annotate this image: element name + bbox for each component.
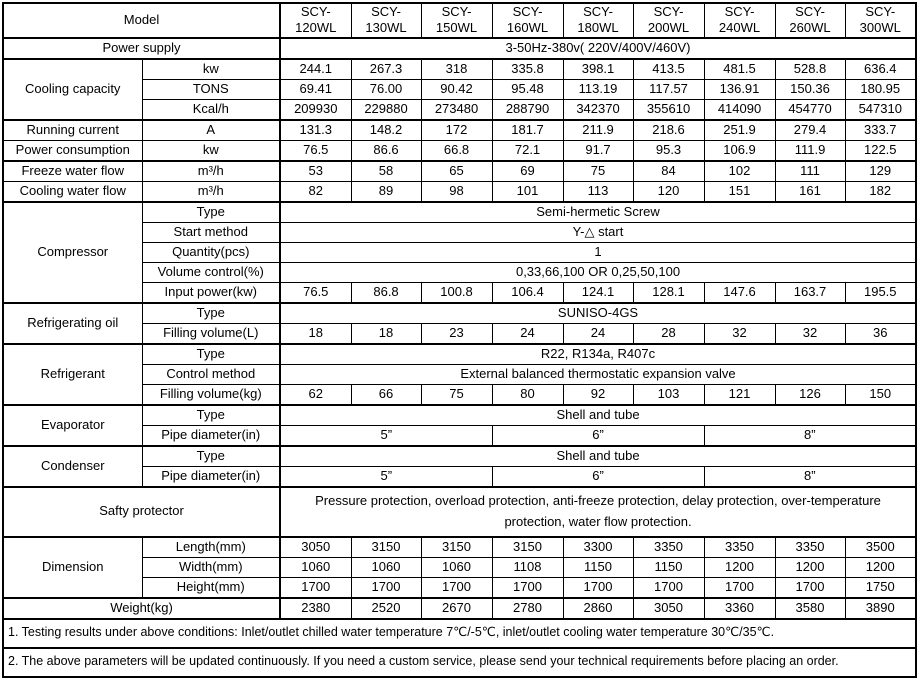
value-cell: 128.1: [633, 282, 704, 303]
value-span-cell: Pressure protection, overload protection, anti-freeze protection, delay protection, over-temperature protection, water flow protection.: [280, 487, 916, 537]
table-row: [3, 537, 916, 558]
table-row: [3, 303, 916, 324]
value-cell: 355610: [633, 99, 704, 120]
row-group-label: Condenser: [3, 446, 142, 487]
value-span-cell: 5”: [280, 466, 492, 487]
value-cell: 122.5: [845, 140, 916, 161]
value-cell: 90.42: [421, 79, 492, 99]
row-group-label: Cooling capacity: [3, 59, 142, 120]
value-cell: 3350: [775, 537, 845, 558]
value-cell: 24: [563, 323, 633, 344]
value-cell: 80: [492, 384, 563, 405]
value-cell: 413.5: [633, 59, 704, 80]
value-cell: 1060: [421, 557, 492, 577]
row-unit-label: Pipe diameter(in): [142, 466, 280, 487]
value-cell: 121: [704, 384, 775, 405]
value-cell: 251.9: [704, 120, 775, 141]
value-cell: 150: [845, 384, 916, 405]
value-cell: 182: [845, 181, 916, 202]
row-unit-label: Filling volume(L): [142, 323, 280, 344]
value-cell: 113: [563, 181, 633, 202]
value-span-cell: 5”: [280, 425, 492, 446]
row-group-label: Refrigerating oil: [3, 303, 142, 344]
row-unit-label: m³/h: [142, 161, 280, 182]
value-cell: 163.7: [775, 282, 845, 303]
value-cell: 72.1: [492, 140, 563, 161]
row-group-label: Power consumption: [3, 140, 142, 161]
value-cell: 1700: [492, 577, 563, 598]
value-cell: 244.1: [280, 59, 351, 80]
table-row: [3, 344, 916, 365]
value-cell: 58: [351, 161, 421, 182]
value-cell: 3300: [563, 537, 633, 558]
value-cell: 75: [421, 384, 492, 405]
value-span-cell: External balanced thermostatic expansion valve: [280, 364, 916, 384]
value-cell: 95.3: [633, 140, 704, 161]
value-cell: 82: [280, 181, 351, 202]
value-cell: 136.91: [704, 79, 775, 99]
row-unit-label: Type: [142, 405, 280, 426]
value-cell: 3150: [492, 537, 563, 558]
value-cell: 28: [633, 323, 704, 344]
row-group-label: Running current: [3, 120, 142, 141]
value-cell: 3890: [845, 598, 916, 619]
value-cell: 267.3: [351, 59, 421, 80]
row-unit-label: Type: [142, 446, 280, 467]
value-cell: 91.7: [563, 140, 633, 161]
value-cell: 172: [421, 120, 492, 141]
value-cell: 335.8: [492, 59, 563, 80]
value-span-cell: 1: [280, 242, 916, 262]
value-cell: 273480: [421, 99, 492, 120]
value-cell: 3350: [633, 537, 704, 558]
value-cell: 1060: [280, 557, 351, 577]
model-name: SCY-120WL: [280, 3, 351, 38]
row-unit-label: Type: [142, 202, 280, 223]
value-cell: 2520: [351, 598, 421, 619]
value-cell: 3150: [351, 537, 421, 558]
value-cell: 3500: [845, 537, 916, 558]
value-cell: 209930: [280, 99, 351, 120]
row-unit-label: Volume control(%): [142, 262, 280, 282]
table-row: [3, 405, 916, 426]
table-row: [3, 161, 916, 182]
value-cell: 3580: [775, 598, 845, 619]
model-name: SCY-240WL: [704, 3, 775, 38]
table-row: [3, 619, 916, 648]
table-row: [3, 648, 916, 677]
value-cell: 95.48: [492, 79, 563, 99]
model-name: SCY-130WL: [351, 3, 421, 38]
row-unit-label: TONS: [142, 79, 280, 99]
value-cell: 398.1: [563, 59, 633, 80]
value-cell: 1150: [633, 557, 704, 577]
value-cell: 211.9: [563, 120, 633, 141]
value-cell: 2670: [421, 598, 492, 619]
value-span-cell: 0,33,66,100 OR 0,25,50,100: [280, 262, 916, 282]
value-cell: 113.19: [563, 79, 633, 99]
row-group-label: Power supply: [3, 38, 280, 59]
value-cell: 101: [492, 181, 563, 202]
value-cell: 100.8: [421, 282, 492, 303]
value-cell: 342370: [563, 99, 633, 120]
value-cell: 18: [280, 323, 351, 344]
row-unit-label: Kcal/h: [142, 99, 280, 120]
row-unit-label: A: [142, 120, 280, 141]
spec-table-body: [3, 3, 916, 677]
value-cell: 148.2: [351, 120, 421, 141]
value-cell: 180.95: [845, 79, 916, 99]
row-unit-label: Type: [142, 344, 280, 365]
row-unit-label: Start method: [142, 222, 280, 242]
value-cell: 32: [775, 323, 845, 344]
value-cell: 98: [421, 181, 492, 202]
model-name: SCY-300WL: [845, 3, 916, 38]
value-cell: 481.5: [704, 59, 775, 80]
row-unit-label: Height(mm): [142, 577, 280, 598]
value-cell: 161: [775, 181, 845, 202]
value-cell: 1150: [563, 557, 633, 577]
value-cell: 84: [633, 161, 704, 182]
value-cell: 2380: [280, 598, 351, 619]
value-cell: 76.5: [280, 282, 351, 303]
value-cell: 528.8: [775, 59, 845, 80]
value-cell: 126: [775, 384, 845, 405]
value-cell: 547310: [845, 99, 916, 120]
value-cell: 66.8: [421, 140, 492, 161]
model-name: SCY-180WL: [563, 3, 633, 38]
row-unit-label: kw: [142, 59, 280, 80]
value-span-cell: Shell and tube: [280, 446, 916, 467]
value-cell: 414090: [704, 99, 775, 120]
value-span-cell: Semi-hermetic Screw: [280, 202, 916, 223]
model-name: SCY-200WL: [633, 3, 704, 38]
table-row: [3, 3, 916, 38]
row-unit-label: m³/h: [142, 181, 280, 202]
row-unit-label: Filling volume(kg): [142, 384, 280, 405]
value-cell: 75: [563, 161, 633, 182]
value-span-cell: 8”: [704, 466, 916, 487]
value-cell: 195.5: [845, 282, 916, 303]
model-name: SCY-150WL: [421, 3, 492, 38]
value-cell: 181.7: [492, 120, 563, 141]
value-cell: 86.6: [351, 140, 421, 161]
value-cell: 76.5: [280, 140, 351, 161]
value-cell: 147.6: [704, 282, 775, 303]
value-cell: 218.6: [633, 120, 704, 141]
value-cell: 111.9: [775, 140, 845, 161]
table-row: [3, 598, 916, 619]
row-unit-label: Type: [142, 303, 280, 324]
value-cell: 66: [351, 384, 421, 405]
table-row: [3, 59, 916, 80]
value-cell: 151: [704, 181, 775, 202]
table-row: [3, 38, 916, 59]
value-cell: 1200: [704, 557, 775, 577]
value-cell: 1700: [633, 577, 704, 598]
value-cell: 53: [280, 161, 351, 182]
row-group-label: Freeze water flow: [3, 161, 142, 182]
value-cell: 1700: [704, 577, 775, 598]
row-group-label: Refrigerant: [3, 344, 142, 405]
value-cell: 1060: [351, 557, 421, 577]
value-span-cell: R22, R134a, R407c: [280, 344, 916, 365]
value-cell: 1200: [775, 557, 845, 577]
spec-table: [2, 2, 917, 678]
value-cell: 106.4: [492, 282, 563, 303]
value-span-cell: 8”: [704, 425, 916, 446]
value-cell: 2860: [563, 598, 633, 619]
row-group-label: Model: [3, 3, 280, 38]
value-cell: 106.9: [704, 140, 775, 161]
value-cell: 69: [492, 161, 563, 182]
value-cell: 131.3: [280, 120, 351, 141]
row-unit-label: Width(mm): [142, 557, 280, 577]
value-cell: 62: [280, 384, 351, 405]
row-group-label: Compressor: [3, 202, 142, 303]
value-cell: 454770: [775, 99, 845, 120]
value-span-cell: Y-△ start: [280, 222, 916, 242]
value-cell: 124.1: [563, 282, 633, 303]
row-unit-label: Quantity(pcs): [142, 242, 280, 262]
value-span-cell: 6”: [492, 466, 704, 487]
model-name: SCY-260WL: [775, 3, 845, 38]
value-cell: 150.36: [775, 79, 845, 99]
value-cell: 76.00: [351, 79, 421, 99]
value-span-cell: SUNISO-4GS: [280, 303, 916, 324]
value-cell: 3360: [704, 598, 775, 619]
row-unit-label: Pipe diameter(in): [142, 425, 280, 446]
row-group-label: Weight(kg): [3, 598, 280, 619]
value-cell: 3050: [280, 537, 351, 558]
value-cell: 24: [492, 323, 563, 344]
value-cell: 1700: [563, 577, 633, 598]
value-cell: 229880: [351, 99, 421, 120]
value-span-cell: Shell and tube: [280, 405, 916, 426]
value-cell: 103: [633, 384, 704, 405]
table-row: [3, 202, 916, 223]
value-span-cell: 6”: [492, 425, 704, 446]
row-unit-label: kw: [142, 140, 280, 161]
value-cell: 111: [775, 161, 845, 182]
value-cell: 3150: [421, 537, 492, 558]
value-cell: 89: [351, 181, 421, 202]
value-cell: 23: [421, 323, 492, 344]
value-cell: 1700: [775, 577, 845, 598]
value-cell: 636.4: [845, 59, 916, 80]
value-cell: 32: [704, 323, 775, 344]
row-group-label: Evaporator: [3, 405, 142, 446]
value-cell: 18: [351, 323, 421, 344]
footnote: 2. The above parameters will be updated continuously. If you need a custom service, please send your technical requirements before placing an order.: [3, 648, 916, 677]
value-cell: 36: [845, 323, 916, 344]
value-cell: 69.41: [280, 79, 351, 99]
value-cell: 1700: [351, 577, 421, 598]
value-cell: 102: [704, 161, 775, 182]
value-cell: 120: [633, 181, 704, 202]
table-row: [3, 140, 916, 161]
model-name: SCY-160WL: [492, 3, 563, 38]
value-cell: 1108: [492, 557, 563, 577]
value-cell: 1200: [845, 557, 916, 577]
value-cell: 86.8: [351, 282, 421, 303]
value-cell: 1700: [421, 577, 492, 598]
value-cell: 92: [563, 384, 633, 405]
value-cell: 117.57: [633, 79, 704, 99]
table-row: [3, 487, 916, 537]
row-group-label: Safty protector: [3, 487, 280, 537]
table-row: [3, 446, 916, 467]
value-cell: 1750: [845, 577, 916, 598]
row-unit-label: Input power(kw): [142, 282, 280, 303]
value-cell: 279.4: [775, 120, 845, 141]
value-cell: 3350: [704, 537, 775, 558]
table-row: [3, 120, 916, 141]
value-cell: 3050: [633, 598, 704, 619]
table-row: [3, 181, 916, 202]
row-unit-label: Control method: [142, 364, 280, 384]
value-span-cell: 3-50Hz-380v( 220V/400V/460V): [280, 38, 916, 59]
row-group-label: Dimension: [3, 537, 142, 598]
value-cell: 1700: [280, 577, 351, 598]
footnote: 1. Testing results under above conditions: Inlet/outlet chilled water temperature 7℃/-5℃, inlet/outlet cooling water temperature 30℃/35℃.: [3, 619, 916, 648]
value-cell: 333.7: [845, 120, 916, 141]
value-cell: 288790: [492, 99, 563, 120]
value-cell: 318: [421, 59, 492, 80]
value-cell: 129: [845, 161, 916, 182]
row-unit-label: Length(mm): [142, 537, 280, 558]
value-cell: 2780: [492, 598, 563, 619]
value-cell: 65: [421, 161, 492, 182]
row-group-label: Cooling water flow: [3, 181, 142, 202]
